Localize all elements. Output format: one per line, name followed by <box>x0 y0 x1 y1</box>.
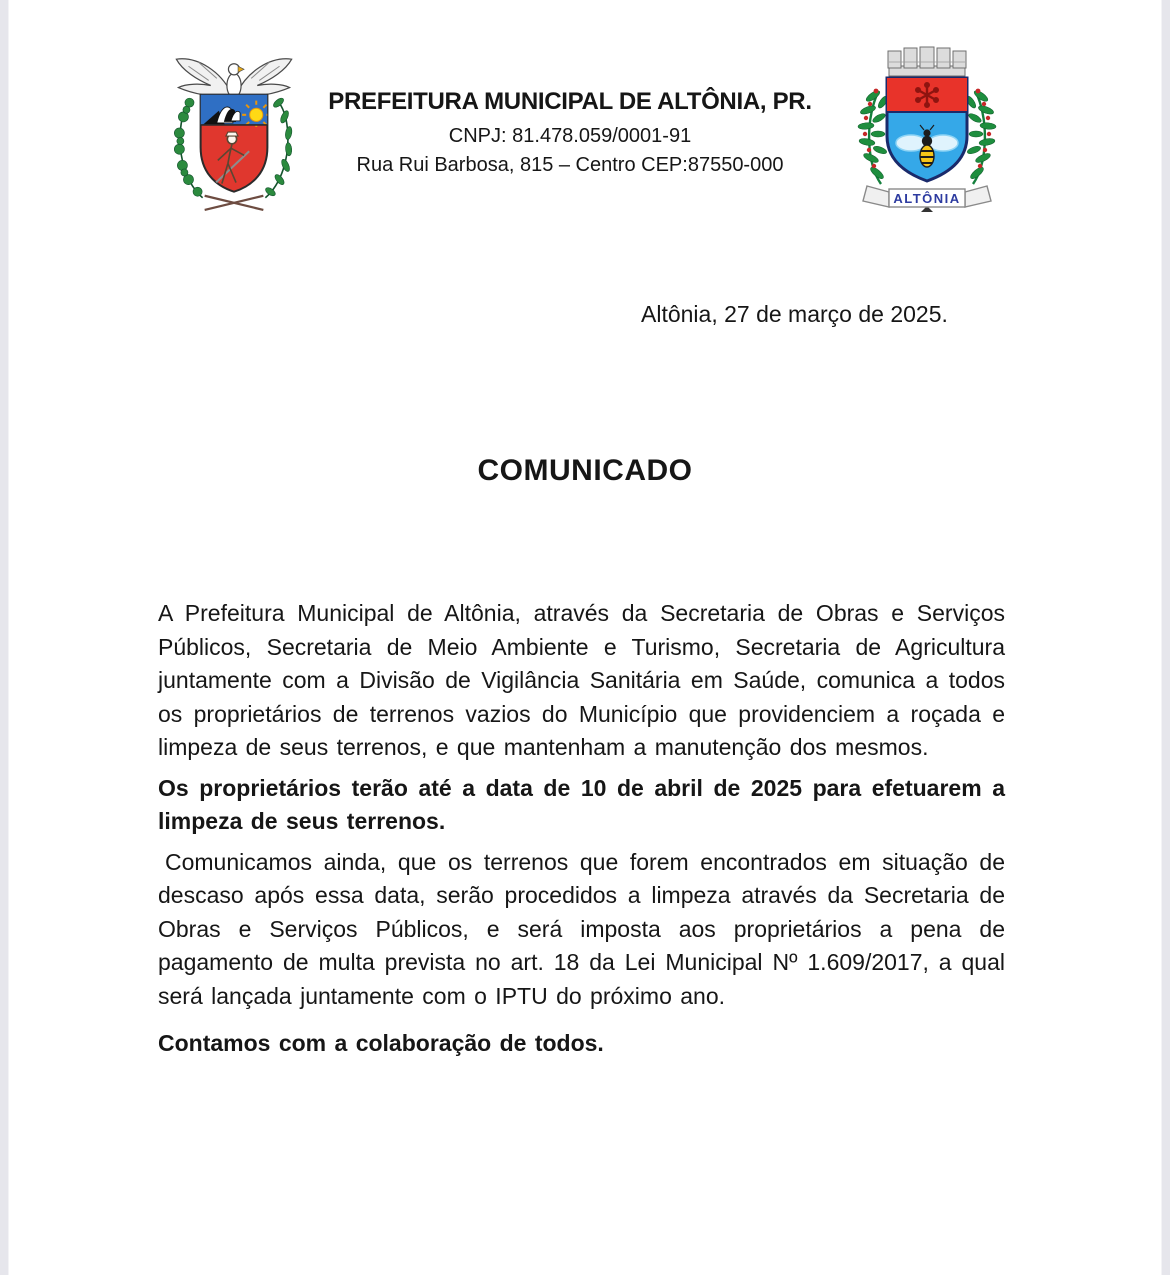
letterhead-cnpj: CNPJ: 81.478.059/0001-91 <box>448 125 692 147</box>
letterhead <box>300 88 840 177</box>
photo-edge-right <box>1161 0 1170 1275</box>
paragraph-deadline: Os proprietários terão até a data de 10 de abril de 2025 para efetuarem a limpeza de seus terrenos. <box>158 774 1005 834</box>
photo-edge-left <box>0 0 9 1275</box>
branch-right-pine <box>264 96 293 197</box>
branch-left-erva-mate <box>174 98 202 198</box>
letterhead-address: Rua Rui Barbosa, 815 – Centro CEP:87550-000 <box>356 154 784 176</box>
name-banner <box>863 186 991 212</box>
document-body <box>158 597 1005 1068</box>
altonia-coat-of-arms <box>843 36 1011 216</box>
paragraph-closing: Contamos com a colaboração de todos. <box>158 1030 604 1056</box>
laurel-right <box>965 89 997 184</box>
laurel-left <box>858 89 890 184</box>
parana-coat-of-arms <box>168 44 300 216</box>
eagle <box>176 59 291 98</box>
document-title: COMUNICADO <box>477 454 693 487</box>
paragraph-intro: A Prefeitura Municipal de Altônia, através da Secretaria de Obras e Serviços Públicos, Secretaria de Meio Ambiente e Turismo, Secretaria de Agricultura juntamente com a Divisão de Vigilância Sanitária em Saúde, comunica a todos os proprietários de terrenos vazios do Município que providenciem a roçada e limpeza de seus terrenos, e que mantenham a manutenção dos mesmos. <box>158 600 1005 760</box>
date-line: Altônia, 27 de março de 2025. <box>641 301 948 327</box>
altonia-shield <box>887 78 967 181</box>
parana-shield <box>200 95 271 192</box>
letterhead-title: PREFEITURA MUNICIPAL DE ALTÔNIA, PR. <box>328 88 812 115</box>
mural-crown <box>888 47 966 76</box>
banner-text: ALTÔNIA <box>893 191 961 206</box>
parana-coat-of-arms-graphic <box>168 44 300 216</box>
altonia-coat-of-arms-graphic <box>843 36 1011 216</box>
paragraph-penalty: Comunicamos ainda, que os terrenos que forem encontrados em situação de descaso após essa data, serão procedidos a limpeza através da Secretaria de Obras e Serviços Públicos, e será imposta aos proprietários a pena de pagamento de multa prevista no art. 18 da Lei Municipal Nº 1.609/2017, a qual será lançada juntamente com o IPTU do próximo ano. <box>158 848 1005 1009</box>
crossed-stems <box>205 196 264 210</box>
